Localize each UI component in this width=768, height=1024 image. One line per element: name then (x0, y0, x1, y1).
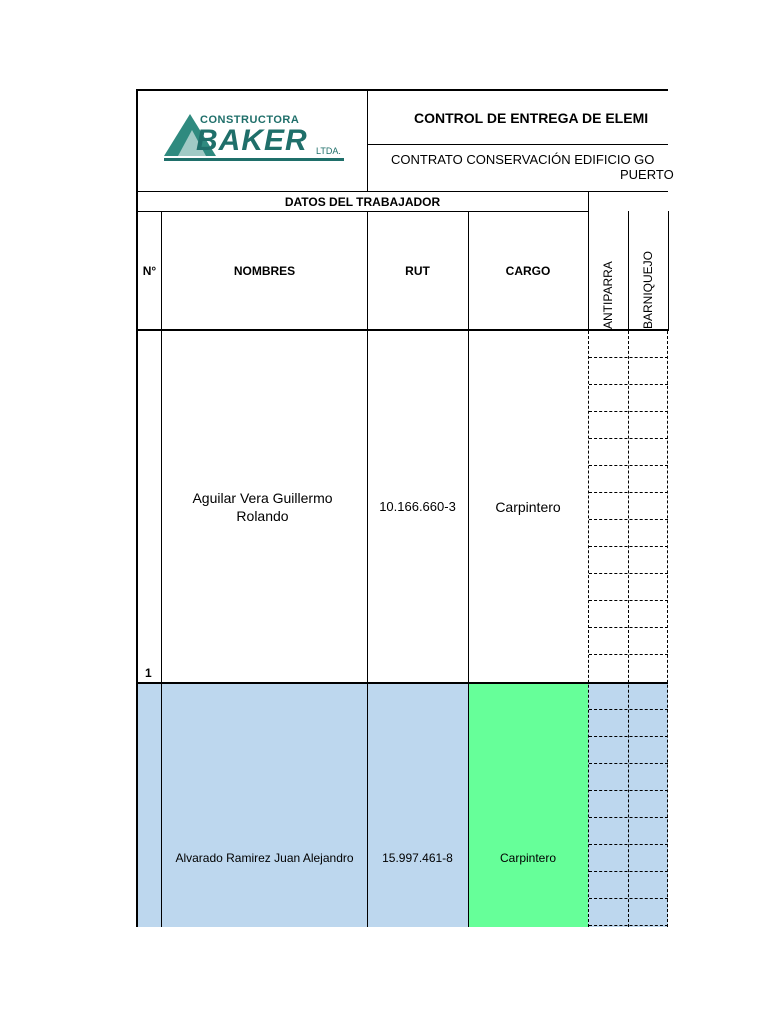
dash-row (589, 898, 668, 899)
logo-top-text: CONSTRUCTORA (200, 114, 300, 126)
dash-row (589, 573, 668, 574)
dash-row (589, 411, 668, 412)
logo-suffix-text: LTDA. (316, 146, 341, 156)
divider-cargo (588, 191, 589, 331)
border-left (136, 89, 138, 927)
row-1-nombres: Aguilar Vera Guillermo Rolando (192, 490, 333, 524)
border-top (136, 89, 668, 91)
section-bottom (137, 211, 588, 212)
dash-row (589, 654, 668, 655)
dashed-divider-cargo (588, 331, 589, 927)
dash-row (589, 871, 668, 872)
dash-row (589, 546, 668, 547)
document-subtitle-line1: CONTRATO CONSERVACIÓN EDIFICIO GO (391, 152, 655, 167)
row-2-cargo-background (468, 683, 588, 927)
dashed-divider-antiparra (628, 331, 629, 927)
company-logo (160, 108, 350, 168)
dashed-divider-barniquejo (667, 331, 668, 927)
column-header-rut: RUT (405, 264, 430, 278)
row-2-nombres: Alvarado Ramirez Juan Alejandro (175, 851, 354, 865)
row-2-cargo: Carpintero (499, 851, 557, 865)
title-divider (368, 144, 668, 145)
column-header-nombres: NOMBRES (233, 264, 296, 278)
dash-row (589, 709, 668, 710)
divider-nombres (367, 211, 368, 927)
dash-row (589, 438, 668, 439)
row-1-cargo: Carpintero (495, 499, 561, 515)
dash-row (589, 736, 668, 737)
row-1-rut: 10.166.660-3 (379, 498, 456, 514)
row-1-number: 1 (145, 666, 152, 680)
dash-row (589, 384, 668, 385)
row-2-rut: 15.997.461-8 (382, 851, 453, 865)
document-subtitle-line2: PUERTO (620, 167, 674, 182)
document-title: CONTROL DE ENTREGA DE ELEMI (414, 110, 649, 126)
dash-row (589, 519, 668, 520)
dash-row (589, 763, 668, 764)
dash-row (589, 925, 668, 926)
dash-row (589, 465, 668, 466)
dash-row (589, 844, 668, 845)
dash-row (589, 817, 668, 818)
section-datos-trabajador: DATOS DEL TRABAJADOR (284, 195, 441, 209)
divider-n (161, 211, 162, 927)
column-header-barniquejo: BARNIQUEJO (641, 250, 655, 329)
dash-row (589, 600, 668, 601)
column-header-cargo: CARGO (505, 264, 551, 278)
column-header-n: N° (142, 264, 157, 278)
dash-row (589, 790, 668, 791)
divider-barniquejo (668, 211, 669, 331)
dash-row (589, 492, 668, 493)
logo-main-text: BAKER (196, 124, 308, 157)
dash-row (589, 357, 668, 358)
divider-rut (468, 211, 469, 927)
dash-row (589, 627, 668, 628)
column-header-antiparra: ANTIPARRA (601, 261, 615, 329)
divider-antiparra (628, 211, 629, 331)
logo-divider (367, 89, 368, 192)
